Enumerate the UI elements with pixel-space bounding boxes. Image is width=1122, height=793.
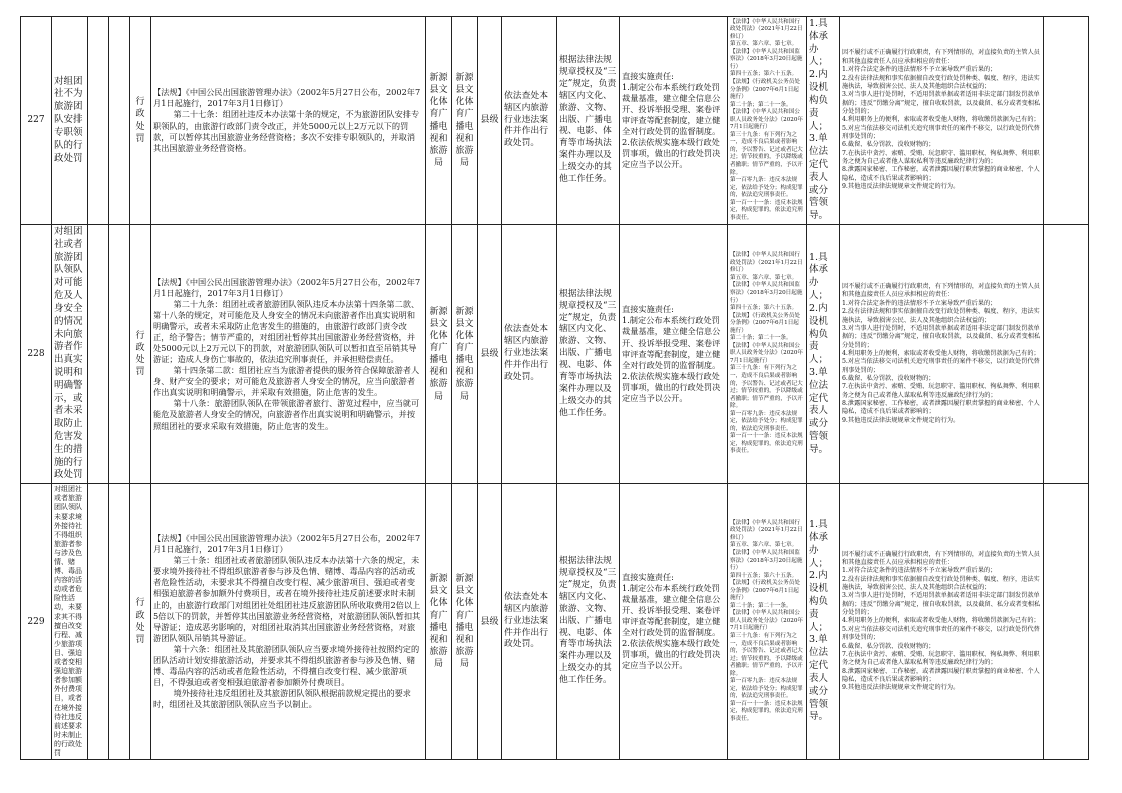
- accountability-line: 7.在执法中贪污、索贿、受贿、玩忽职守、滥用职权、徇私舞弊、利用职务之便为自己或者他人谋取私利等违反廉政纪律行为的；: [842, 383, 1040, 399]
- law-line: 【法律】《中华人民共和国行政处罚法》（2021年1月22日修订）: [730, 18, 803, 40]
- empty-cell: [109, 17, 130, 225]
- accountability-line: 因不履行或不正确履行行政职责，有下列情形的，对直接负责的主管人员和其他直接责任人员应承担相应的责任：: [842, 283, 1040, 299]
- implementing-dept: 新源县文化体育广播电视和旅游局: [426, 225, 452, 484]
- item-type: 行政处罚: [130, 484, 151, 760]
- duty-heading: 直接实施责任:: [622, 571, 674, 582]
- implementing-dept: 新源县文化体育广播电视和旅游局: [426, 17, 452, 225]
- empty-cell: [88, 484, 109, 760]
- item-name: 对组团社或者旅游团队领队对可能危及人身安全的情况未向旅游者作出真实说明和明确警示，或者未采取防止危害发生的措施的行政处罚: [52, 225, 88, 484]
- legal-basis: [151, 17, 426, 225]
- basis-paragraph: 第三十条：组团社或者旅游团队领队违反本办法第十六条的规定，未要求境外接待社不得组织旅游者参与涉及色情、赌博、毒品内容的活动或者危险性活动，未要求其不得擅自改变行程、减少旅游项目、强迫或者变相强迫旅游者参加额外付费项目，或者在境外接待社违反前述要求时未制止的，由旅游行政部门对组团社处组团社违反旅游团队所收取费用2倍以上5倍以下的罚款，并暂停其出国旅游业务经营资格，对旅游团队领队暂扣其导游证；造成恶劣影响的，对组团社取消其出国旅游业务经营资格，对旅游团队领队吊销其导游证。: [153, 555, 421, 643]
- accountability-line: 6.截留、私分罚款、没收财物的；: [842, 375, 935, 383]
- law-line: 第一百零九条：违反本法规定，依法给予处分；构成犯罪的，依法追究刑事责任。: [730, 177, 803, 199]
- duty-items: [620, 484, 728, 760]
- level: 县级: [478, 17, 502, 225]
- accountability-line: 4.利用职务上的便利，索取或者收受他人财物，将收缴罚款据为己有的；: [842, 349, 1040, 357]
- duty-item: 1.制定公布本系统行政处罚裁量基准，建立健全信息公开、投诉举报受理、案卷评审评查等配套制度，建立健全对行政处罚的监督制度。: [622, 582, 721, 638]
- law-line: 【法律】《中华人民共和国公职人员政务处分法》（2020年7月1日起施行）: [730, 610, 803, 632]
- level: 县级: [478, 225, 502, 484]
- law-line: 第二十条；第二十一条。: [730, 335, 792, 342]
- duty-heading: 直接实施责任:: [622, 304, 674, 315]
- accountability-line: 5.对应当依法移交司法机关追究刑事责任的案件不移交，以行政处罚代替刑事处罚的；: [842, 358, 1040, 374]
- law-line: 第二十条；第二十一条。: [730, 602, 792, 609]
- law-line: 第三十九条：有下列行为之一，造成不良后果或者影响的，予以警告、记过或者记大过；情节较重的，予以降级或者撤职；情节严重的，予以开除。: [730, 632, 803, 677]
- accountability-line: 9.其他违反法律法规规章文件规定的行为。: [842, 183, 960, 191]
- accountability-cases: [840, 17, 1044, 225]
- accountability-line: 2.没有法律法规和事实依据擅自改变行政处罚种类、幅度、程序，违法实施执法，导致损害公民、法人及其他组织合法权益的；: [842, 74, 1040, 90]
- responsible-persons: 1.具体承办人；2.内设机构负责人；3.单位法定代表人或分管领导。: [807, 17, 840, 225]
- subject: 依法查处本辖区内旅游行业违法案件并作出行政处罚。: [502, 484, 557, 760]
- law-line: 第一百一十一条：违反本法规定，构成犯罪的，依法追究刑事责任。: [730, 433, 803, 455]
- basis-paragraph: 第十六条：组团社及其旅游团队领队应当要求境外接待社按照约定的团队活动计划安排旅游活动，并要求其不得组织旅游者参与涉及色情、赌博、毒品内容的活动或者危险性活动，不得擅自改变行程、减少旅游项目，不得强迫或者变相强迫旅游者参加额外付费项目。: [153, 643, 420, 687]
- legal-basis: [151, 484, 426, 760]
- basis-heading: 【法规】《中国公民出国旅游管理办法》（2002年5月27日公布，2002年7月1日起施行，2017年3月1日修订）: [153, 533, 421, 555]
- law-line: 【法规】《行政机关公务员处分条例》（2007年6月1日起施行）: [730, 312, 800, 334]
- duty-item: 1.制定公布本系统行政处罚裁量基准，建立健全信息公开、投诉举报受理、案卷评审评查等配套制度，建立健全对行政处罚的监督制度。: [622, 315, 721, 370]
- accountability-line: 8.泄露国家秘密、工作秘密，或者泄露因履行职责掌握的商业秘密、个人隐私，造成不良后果或者影响的；: [842, 667, 1040, 683]
- empty-cell: [1044, 225, 1089, 484]
- law-line: 【法规】《行政机关公务员处分条例》（2007年6月1日起施行）: [730, 580, 800, 602]
- responsible-persons: 1.具体承办人；2.内设机构负责人；3.单位法定代表人或分管领导。: [807, 225, 840, 484]
- row-number: 228: [21, 225, 52, 484]
- empty-cell: [1044, 484, 1089, 760]
- duty-item: 1.制定公布本系统行政处罚裁量基准，建立健全信息公开、投诉举报受理、案卷评审评查等配套制度，建立健全对行政处罚的监督制度。: [622, 81, 721, 137]
- basis-paragraph: 第二十九条：组团社或者旅游团队领队违反本办法第十四条第二款、第十八条的规定，对可能危及人身安全的情况未向旅游者作出真实说明和明确警示，或者未采取防止危害发生的措施的，由旅游行政部门责令改正，给予警告；情节严重的，对组团社暂停其出国旅游业务经营资格，并处5000元以上2万元以下的罚款，对旅游团队领队可以暂扣直至吊销其导游证；造成人身伤亡事故的，依法追究刑事责任，并承担赔偿责任。: [153, 298, 420, 365]
- responsible-persons: 1.具体承办人；2.内设机构负责人；3.单位法定代表人或分管领导。: [807, 484, 840, 760]
- law-line: 【法律】《中华人民共和国公职人员政务处分法》（2020年7月1日起施行）: [730, 342, 803, 364]
- table-row: [21, 225, 1089, 484]
- accountability-law: [728, 225, 807, 484]
- accountability-line: 5.对应当依法移交司法机关追究刑事责任的案件不移交，以行政处罚代替刑事处罚的；: [842, 625, 1040, 642]
- law-line: 【法规】《行政机关公务员处分条例》（2007年6月1日起施行）: [730, 78, 800, 101]
- law-line: 第二十条；第二十一条。: [730, 101, 792, 108]
- law-line: 第三十九条：有下列行为之一，造成不良后果或者影响的，予以警告、记过或者记大过；情节较重的，予以降级或者撤职；情节严重的，予以开除。: [730, 131, 803, 176]
- accountability-law: [728, 484, 807, 760]
- duty-item: 2.依法依规实施本级行政处罚事项，做出的行政处罚决定应当予以公开。: [622, 638, 721, 671]
- accountability-line: 6.截留、私分罚款、没收财物的；: [842, 642, 935, 650]
- accountability-cases: [840, 484, 1044, 760]
- law-line: 【法律】《中华人民共和国公职人员政务处分法》（2020年7月1日起施行）: [730, 109, 803, 131]
- subject: 依法查处本辖区内旅游行业违法案件并作出行政处罚。: [502, 17, 557, 225]
- responsibility-table: [20, 16, 1089, 760]
- duty-items: [620, 17, 728, 225]
- legal-basis: [151, 225, 426, 484]
- accountability-line: 1.对符合法定条件的违法情形不予立案导致严重后果的；: [842, 66, 997, 74]
- accountability-line: 8.泄露国家秘密、工作秘密，或者泄露因履行职责掌握的商业秘密、个人隐私，造成不良后果或者影响的；: [842, 166, 1040, 182]
- basis-paragraph: 第十八条：旅游团队领队在带领旅游者旅行、游览过程中，应当就可能危及旅游者人身安全的情况，向旅游者作出真实说明和明确警示，并按照组团社的要求采取有效措施，防止危害的发生。: [153, 398, 420, 431]
- law-line: 第四十五条；第六十五条。: [730, 572, 798, 579]
- basis-paragraph: 第十四条第二款：组团社应当为旅游者提供的服务符合保障旅游者人身、财产安全的要求；对可能危及旅游者人身安全的情况，应当向旅游者作出真实说明和明确警示，并采取有效措施，防止危害的发生。: [153, 365, 420, 398]
- accountability-line: 1.对符合法定条件的违法情形不予立案导致严重后果的；: [842, 299, 997, 307]
- basis-heading: 【法规】《中国公民出国旅游管理办法》（2002年5月27日公布，2002年7月1日起施行，2017年3月1日修订）: [153, 87, 421, 109]
- item-type: 行政处罚: [130, 225, 151, 484]
- duty-item: 2.依法依规实施本级行政处罚事项，做出的行政处罚决定应当予以公开。: [622, 370, 721, 403]
- law-line: 第五章、第六章、第七章。: [730, 41, 798, 48]
- accountability-line: 8.泄露国家秘密、工作秘密，或者泄露因履行职责掌握的商业秘密、个人隐私，造成不良后果或者影响的；: [842, 400, 1040, 416]
- law-line: 【法律】《中华人民共和国监察法》（2018年3月20日起施行）: [730, 549, 803, 572]
- item-type: 行政处罚: [130, 17, 151, 225]
- law-line: 【法律】《中华人民共和国行政处罚法》（2021年1月22日修订）: [730, 519, 803, 541]
- table-row: [21, 484, 1089, 760]
- accountability-line: 4.利用职务上的便利，索取或者收受他人财物，将收缴罚款据为己有的；: [842, 116, 1040, 124]
- item-name: 对组团社不为旅游团队安排专职领队的行政处罚: [52, 17, 88, 225]
- accountability-cases: [840, 225, 1044, 484]
- accountability-line: 6.截留、私分罚款、没收财物的；: [842, 141, 935, 149]
- law-line: 第五章、第六章、第七章。: [730, 542, 798, 549]
- law-line: 第一百零九条：违反本法规定，依法给予处分；构成犯罪的，依法追究刑事责任。: [730, 678, 803, 700]
- law-line: 第一百零九条：违反本法规定，依法给予处分；构成犯罪的，依法追究刑事责任。: [730, 410, 803, 432]
- law-line: 第四十五条；第六十五条。: [730, 305, 798, 312]
- accountability-line: 3.对当事人进行处罚时，不适用罚款单据或者适用非法定部门制发罚款单据的；违反“罚缴分离”规定，擅自收取罚款，以及截留、私分或者变相私分处罚的；: [842, 592, 1041, 617]
- level: 县级: [478, 484, 502, 760]
- implementing-dept: 新源县文化体育广播电视和旅游局: [426, 484, 452, 760]
- duty-heading: 直接实施责任:: [622, 70, 674, 81]
- basis-paragraph: 第二十七条：组团社违反本办法第十条的规定，不为旅游团队安排专职领队的，由旅游行政部门责令改正，并处5000元以上2万元以下的罚款，可以暂停其出国旅游业务经营资格；多次不安排专职领队的，并取消其出国旅游业务经营资格。: [153, 109, 420, 153]
- accountability-line: 7.在执法中贪污、索贿、受贿、玩忽职守、滥用职权、徇私舞弊、利用职务之便为自己或者他人谋取私利等违反廉政纪律行为的；: [842, 149, 1040, 166]
- empty-cell: [109, 484, 130, 760]
- law-line: 第四十五条；第六十五条。: [730, 71, 798, 78]
- item-name: 对组团社或者旅游团队领队未要求境外接待社不得组织旅游者参与涉及色情、赌博、毒品内容的活动或者危险性活动，未要求其不得擅自改变行程、减少旅游项目、强迫或者变相强迫旅游者参加额外付费项目，或者在境外接待社违反前述要求时未制止的行政处罚: [52, 484, 88, 760]
- duty-item: 2.依法依规实施本级行政处罚事项，做出的行政处罚决定应当予以公开。: [622, 137, 721, 170]
- subject: 依法查处本辖区内旅游行业违法案件并作出行政处罚。: [502, 225, 557, 484]
- empty-cell: [109, 225, 130, 484]
- law-line: 第五章、第六章、第七章。: [730, 274, 798, 281]
- row-number: 229: [21, 484, 52, 760]
- implementing-dept: 新源县文化体育广播电视和旅游局: [452, 17, 478, 225]
- basis-heading: 【法规】《中国公民出国旅游管理办法》（2002年5月27日公布，2002年7月1日起施行，2017年3月1日修订）: [153, 276, 421, 298]
- table-row: [21, 17, 1089, 225]
- accountability-line: 1.对符合法定条件的违法情形不予立案导致严重后果的；: [842, 567, 997, 575]
- duty-basis: 根据法律法规规章授权及“三定”规定，负责辖区内文化、旅游、文物、出版、广播电视、电影、体育等市场执法案件办理以及上级交办的其他工作任务。: [557, 17, 620, 225]
- accountability-line: 2.没有法律法规和事实依据擅自改变行政处罚种类、幅度、程序，违法实施执法，导致损害公民、法人及其他组织合法权益的；: [842, 308, 1040, 324]
- accountability-line: 7.在执法中贪污、索贿、受贿、玩忽职守、滥用职权、徇私舞弊、利用职务之便为自己或者他人谋取私利等违反廉政纪律行为的；: [842, 650, 1040, 667]
- law-line: 【法律】《中华人民共和国监察法》（2018年3月20日起施行）: [730, 48, 803, 70]
- law-line: 【法律】《中华人民共和国监察法》（2018年3月20日起施行）: [730, 282, 803, 304]
- duty-basis: 根据法律法规规章授权及“三定”规定，负责辖区内文化、旅游、文物、出版、广播电视、电影、体育等市场执法案件办理以及上级交办的其他工作任务。: [557, 484, 620, 760]
- accountability-line: 9.其他违反法律法规规章文件规定的行为。: [842, 684, 960, 692]
- empty-cell: [88, 225, 109, 484]
- accountability-line: 因不履行或不正确履行行政职责，有下列情形的，对直接负责的主管人员和其他直接责任人员应承担相应的责任：: [842, 49, 1040, 65]
- accountability-line: 9.其他违反法律法规规章文件规定的行为。: [842, 416, 960, 424]
- accountability-line: 2.没有法律法规和事实依据擅自改变行政处罚种类、幅度、程序，违法实施执法，导致损害公民、法人及其他组织合法权益的；: [842, 575, 1040, 592]
- implementing-dept: 新源县文化体育广播电视和旅游局: [452, 484, 478, 760]
- accountability-line: 3.对当事人进行处罚时，不适用罚款单据或者适用非法定部门制发罚款单据的；违反“罚缴分离”规定，擅自收取罚款，以及截留、私分或者变相私分处罚的；: [842, 91, 1041, 115]
- duty-basis: 根据法律法规规章授权及“三定”规定，负责辖区内文化、旅游、文物、出版、广播电视、电影、体育等市场执法案件办理以及上级交办的其他工作任务。: [557, 225, 620, 484]
- duty-items: [620, 225, 728, 484]
- law-line: 第一百一十一条：违反本法规定，构成犯罪的，依法追究刑事责任。: [730, 700, 803, 722]
- law-line: 第一百一十一条：违反本法规定，构成犯罪的，依法追究刑事责任。: [730, 199, 803, 221]
- accountability-line: 因不履行或不正确履行行政职责，有下列情形的，对直接负责的主管人员和其他直接责任人员应承担相应的责任：: [842, 550, 1040, 566]
- row-number: 227: [21, 17, 52, 225]
- law-line: 【法律】《中华人民共和国行政处罚法》（2021年1月22日修订）: [730, 252, 803, 274]
- basis-paragraph: 境外接待社违反组团社及其旅游团队领队根据前款规定提出的要求时，组团社及其旅游团队领队应当予以制止。: [153, 688, 411, 710]
- accountability-line: 3.对当事人进行处罚时，不适用罚款单据或者适用非法定部门制发罚款单据的；违反“罚缴分离”规定，擅自收取罚款，以及截留、私分或者变相私分处罚的；: [842, 324, 1041, 349]
- implementing-dept: 新源县文化体育广播电视和旅游局: [452, 225, 478, 484]
- accountability-line: 4.利用职务上的便利，索取或者收受他人财物，将收缴罚款据为己有的；: [842, 617, 1040, 625]
- law-line: 第三十九条：有下列行为之一，造成不良后果或者影响的，予以警告、记过或者记大过；情节较重的，予以降级或者撤职；情节严重的，予以开除。: [730, 365, 803, 410]
- accountability-law: [728, 17, 807, 225]
- accountability-line: 5.对应当依法移交司法机关追究刑事责任的案件不移交，以行政处罚代替刑事处罚的；: [842, 124, 1040, 141]
- empty-cell: [88, 17, 109, 225]
- empty-cell: [1044, 17, 1089, 225]
